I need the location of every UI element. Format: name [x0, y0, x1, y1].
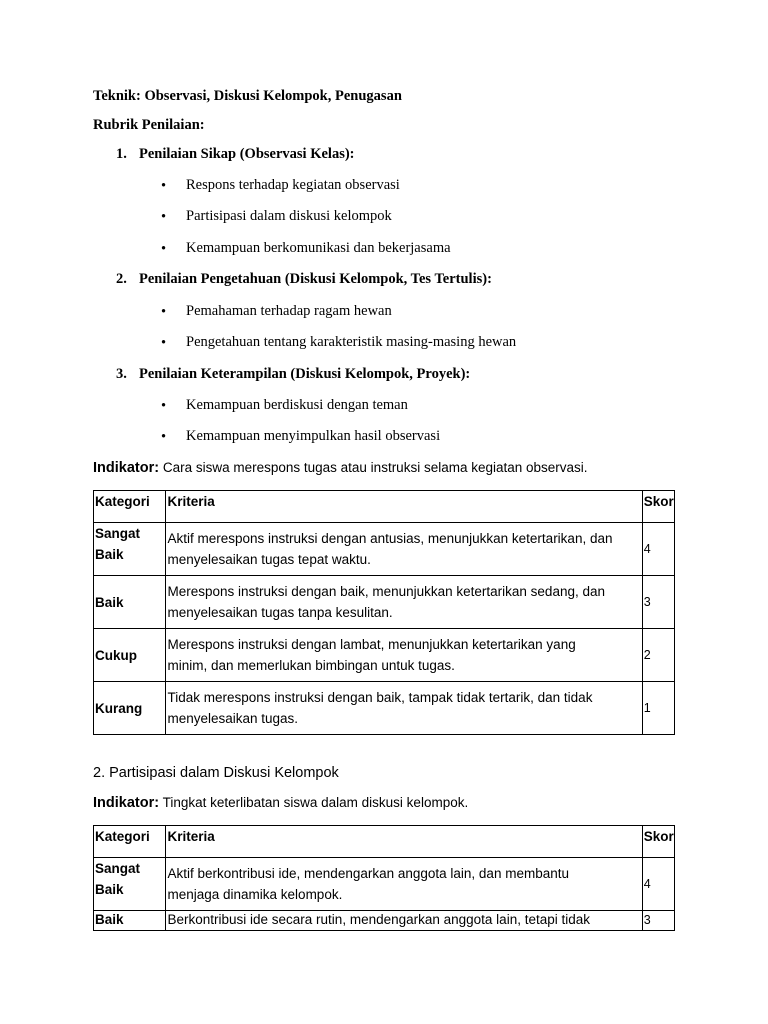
rubrik-title: Rubrik Penilaian:: [93, 117, 205, 133]
kriteria-line: Aktif merespons instruksi dengan antusias, menunjukkan ketertarikan, dan: [167, 531, 613, 546]
header-kategori: Kategori: [94, 491, 166, 523]
skor-cell: 4: [642, 858, 674, 911]
bullet-item: Pemahaman terhadap ragam hewan: [186, 303, 392, 319]
bullet-item: Pengetahuan tentang karakteristik masing-masing hewan: [186, 334, 517, 350]
header-kriteria: Kriteria: [166, 491, 642, 523]
indikator-1-label: Indikator:: [93, 460, 160, 476]
bullet-icon: •: [161, 335, 167, 351]
skor-cell: 4: [642, 523, 674, 576]
section-1-number: 1.: [116, 146, 127, 162]
kategori-cell: [94, 858, 166, 911]
section-3-number: 3.: [116, 366, 127, 382]
rubric-table-2: [93, 825, 675, 931]
kategori-cell: Baik: [94, 576, 166, 629]
kriteria-cell: [166, 858, 642, 911]
section-1-title: Penilaian Sikap (Observasi Kelas):: [139, 146, 355, 162]
indikator-1: [93, 460, 588, 476]
kategori-cell: Cukup: [94, 629, 166, 682]
kategori-line: Baik: [95, 547, 124, 562]
kriteria-line: menjaga dinamika kelompok.: [167, 887, 343, 902]
section-heading-partisipasi: 2. Partisipasi dalam Diskusi Kelompok: [93, 765, 339, 781]
teknik-line: [93, 88, 402, 105]
kriteria-cell: Berkontribusi ide secara rutin, mendengarkan anggota lain, tetapi tidak: [166, 911, 642, 931]
bullet-icon: •: [161, 241, 167, 257]
kriteria-line: menyelesaikan tugas.: [167, 711, 299, 726]
rubric-table-1: [93, 490, 675, 735]
kriteria-line: menyelesaikan tugas tepat waktu.: [167, 552, 371, 567]
bullet-icon: •: [161, 398, 167, 414]
table-row: [94, 629, 675, 682]
teknik-label: Teknik:: [93, 88, 141, 104]
section-2-number: 2.: [116, 271, 127, 287]
skor-cell: 3: [642, 911, 674, 931]
kategori-line: Baik: [95, 882, 124, 897]
table-header-row: [94, 826, 675, 858]
kriteria-cell: [166, 682, 642, 735]
bullet-item: Kemampuan menyimpulkan hasil observasi: [186, 428, 441, 444]
table-row: [94, 576, 675, 629]
indikator-2-text: Tingkat keterlibatan siswa dalam diskusi kelompok.: [162, 795, 469, 810]
indikator-2: [93, 795, 468, 811]
header-skor: Skor: [642, 491, 674, 523]
indikator-1-text: Cara siswa merespons tugas atau instruksi selama kegiatan observasi.: [162, 460, 588, 475]
kriteria-line: Aktif berkontribusi ide, mendengarkan anggota lain, dan membantu: [167, 866, 569, 881]
table-row: [94, 523, 675, 576]
table-header-row: [94, 491, 675, 523]
bullet-icon: •: [161, 429, 167, 445]
kriteria-line: Merespons instruksi dengan lambat, menunjukkan ketertarikan yang: [167, 637, 576, 652]
section-3-title: Penilaian Keterampilan (Diskusi Kelompok, Proyek):: [139, 366, 471, 382]
kategori-cell: [94, 523, 166, 576]
kategori-cell: Kurang: [94, 682, 166, 735]
bullet-item: Kemampuan berdiskusi dengan teman: [186, 397, 408, 413]
kriteria-line: minim, dan memerlukan bimbingan untuk tugas.: [167, 658, 455, 673]
skor-cell: 1: [642, 682, 674, 735]
header-skor: Skor: [642, 826, 674, 858]
kriteria-line: menyelesaikan tugas tanpa kesulitan.: [167, 605, 393, 620]
kategori-line: Sangat: [95, 861, 141, 876]
table-row: [94, 682, 675, 735]
skor-cell: 3: [642, 576, 674, 629]
bullet-item: Respons terhadap kegiatan observasi: [186, 177, 400, 193]
skor-cell: 2: [642, 629, 674, 682]
bullet-item: Partisipasi dalam diskusi kelompok: [186, 208, 392, 224]
kriteria-cell: [166, 523, 642, 576]
bullet-item: Kemampuan berkomunikasi dan bekerjasama: [186, 240, 451, 256]
table-row: [94, 858, 675, 911]
kriteria-cell: [166, 629, 642, 682]
bullet-icon: •: [161, 209, 167, 225]
kriteria-cell: [166, 576, 642, 629]
section-2-title: Penilaian Pengetahuan (Diskusi Kelompok, Tes Tertulis):: [139, 271, 492, 287]
teknik-value: Observasi, Diskusi Kelompok, Penugasan: [144, 88, 402, 104]
header-kategori: Kategori: [94, 826, 166, 858]
kategori-line: Sangat: [95, 526, 141, 541]
table-row: [94, 911, 675, 931]
indikator-2-label: Indikator:: [93, 795, 160, 811]
kriteria-line: Tidak merespons instruksi dengan baik, tampak tidak tertarik, dan tidak: [167, 690, 593, 705]
header-kriteria: Kriteria: [166, 826, 642, 858]
kategori-cell: Baik: [94, 911, 166, 931]
bullet-icon: •: [161, 304, 167, 320]
kriteria-line: Merespons instruksi dengan baik, menunjukkan ketertarikan sedang, dan: [167, 584, 605, 599]
bullet-icon: •: [161, 178, 167, 194]
